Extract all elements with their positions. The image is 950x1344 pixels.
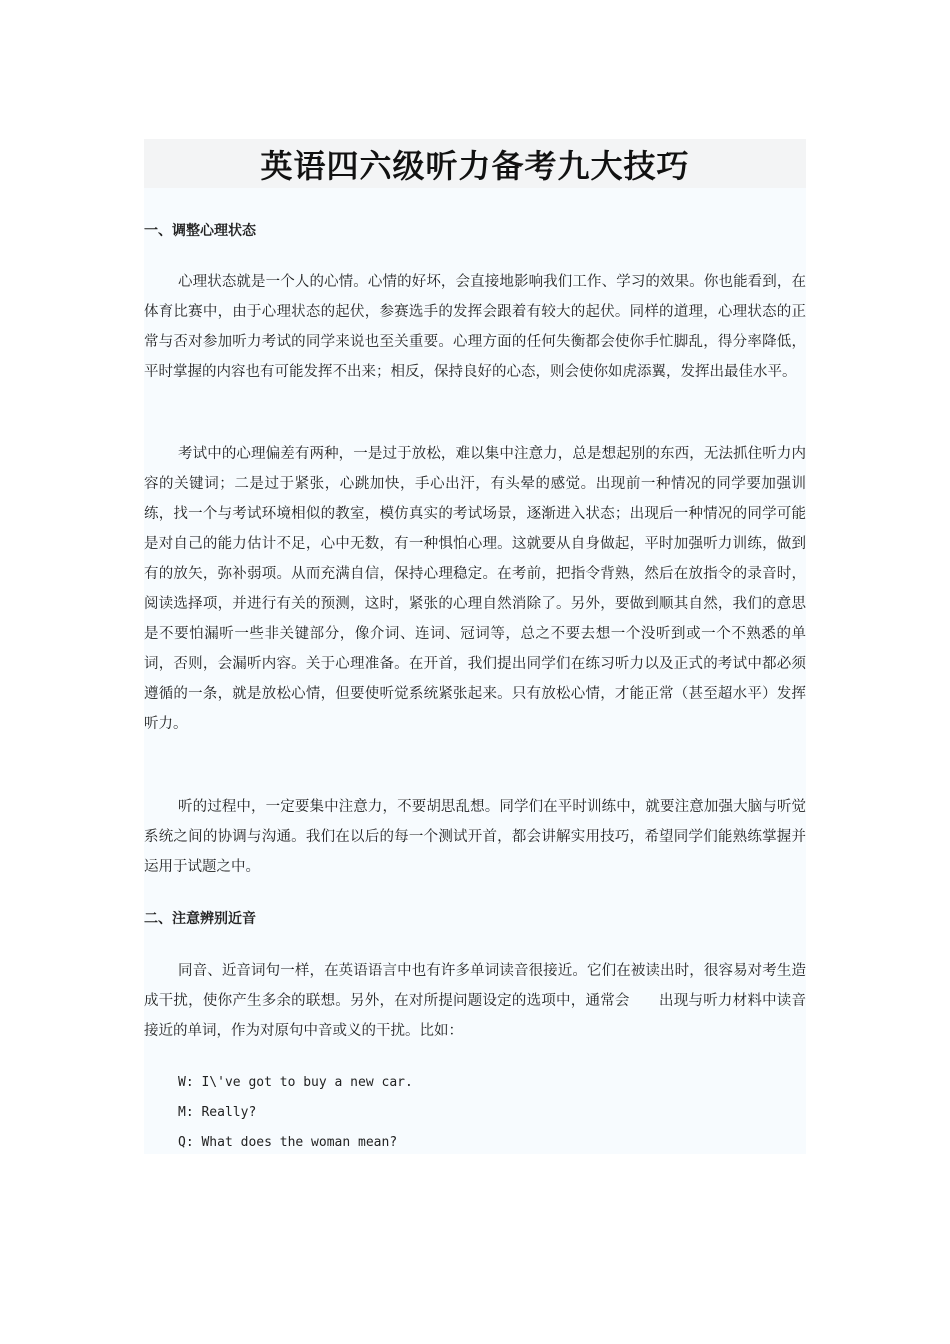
title-band: [144, 139, 806, 188]
paragraph-psychology: 心理状态就是一个人的心情。心情的好坏，会直接地影响我们工作、学习的效果。你也能看到，在体育比赛中，由于心理状态的起伏，参赛选手的发挥会跟着有较大的起伏。同样的道理，心理状态的正常与否对参加听力考试的同学来说也至关重要。心理方面的任何失衡都会使你手忙脚乱，得分率降低，平时掌握的内容也有可能发挥不出来；相反，保持良好的心态，则会使你如虎添翼，发挥出最佳水平。: [144, 274, 806, 380]
document-page: [144, 139, 806, 1154]
section-heading-1: 一、调整心理状态: [144, 223, 256, 239]
paragraph-deviation: 考试中的心理偏差有两种，一是过于放松，难以集中注意力，总是想起别的东西，无法抓住听力内容的关键词；二是过于紧张，心跳加快，手心出汗，有头晕的感觉。出现前一种情况的同学要加强训练，找一个与考试环境相似的教室，模仿真实的考试场景，逐渐进入状态；出现后一种情况的同学可能是对自己的能力估计不足，心中无数，有一种惧怕心理。这就要从自身做起，平时加强听力训练，做到有的放矢，弥补弱项。从而充满自信，保持心理稳定。在考前，把指令背熟，然后在放指令的录音时，阅读选择项，并进行有关的预测，这时，紧张的心理自然消除了。另外，要做到顺其自然，我们的意思是不要怕漏听一些非关键部分，像介词、连词、冠词等，总之不要去想一个没听到或一个不熟悉的单词，否则，会漏听内容。关于心理准备。在开首，我们提出同学们在练习听力以及正式的考试中都必须遵循的一条，就是放松心情，但要使听觉系统紧张起来。只有放松心情，才能正常（甚至超水平）发挥听力。: [144, 446, 806, 732]
document-title: 英语四六级听力备考九大技巧: [260, 147, 690, 185]
paragraph-focus: 听的过程中，一定要集中注意力，不要胡思乱想。同学们在平时训练中，就要注意加强大脑与听觉系统之间的协调与沟通。我们在以后的每一个测试开首，都会讲解实用技巧，希望同学们能熟练掌握并运用于试题之中。: [144, 799, 806, 875]
dialog-line: M: Really?: [178, 1105, 257, 1120]
paragraph-similar-sounds: 同音、近音词句一样，在英语语言中也有许多单词读音很接近。它们在被读出时，很容易对考生造成干扰，使你产生多余的联想。另外，在对所提问题设定的选项中，通常会 出现与听力材料中读音接近的单词，作为对原句中音或义的干扰。比如：: [144, 963, 806, 1039]
dialog-line: W: I\'ve got to buy a new car.: [178, 1075, 413, 1090]
dialog-line: Q: What does the woman mean?: [178, 1135, 398, 1150]
section-heading-2: 二、注意辨别近音: [144, 911, 256, 927]
